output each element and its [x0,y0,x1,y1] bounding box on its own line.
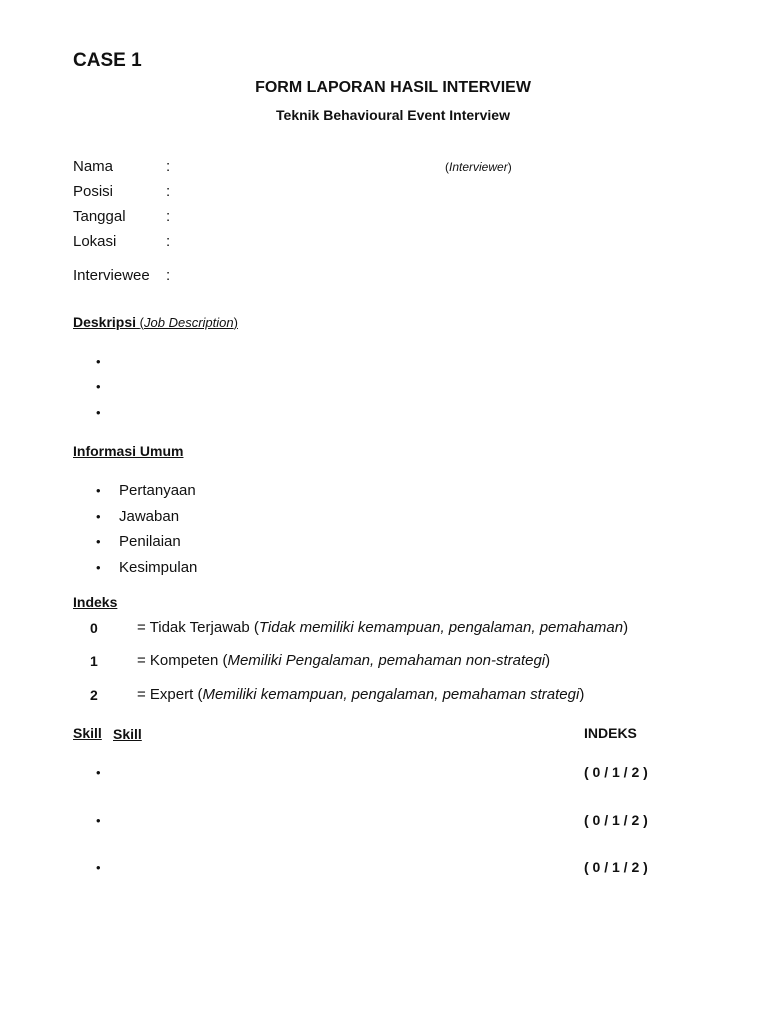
deskripsi-bullet: • [96,379,101,394]
field-colon-lokasi: : [166,233,171,250]
indeks-detail: Memiliki Pengalaman, pemahaman non-strategi [227,652,546,669]
form-title: FORM LAPORAN HASIL INTERVIEW [255,79,531,96]
indeks-number: 2 [90,687,98,703]
field-colon-interviewee: : [166,267,171,284]
job-description-open: ( [139,315,145,330]
interviewer-note [445,160,512,174]
skill-bullet: • [96,765,101,780]
interviewer-open: ( [445,160,449,174]
deskripsi-heading [73,314,238,330]
field-colon-posisi: : [166,183,171,200]
indeks-close: ) [579,686,585,703]
list-bullet: • [96,483,101,498]
skill-heading: Skill [73,725,102,741]
list-bullet: • [96,534,101,549]
indeks-description [137,619,628,636]
form-subtitle: Teknik Behavioural Event Interview [276,107,510,123]
job-description-note [136,315,238,330]
skill-heading: Skill [113,726,142,742]
skill-bullet: • [96,860,101,875]
list-item-pertanyaan: Pertanyaan [119,482,196,499]
field-label-lokasi: Lokasi [73,233,117,250]
deskripsi-bullet: • [96,354,101,369]
indeks-column-heading: INDEKS [584,725,637,741]
field-label-posisi: Posisi [73,183,114,200]
interviewer-close: ) [507,160,512,174]
field-label-tanggal: Tanggal [73,208,126,225]
indeks-label: = Expert ( [137,686,203,703]
informasi-umum-heading: Informasi Umum [73,443,184,459]
list-bullet: • [96,509,101,524]
deskripsi-title: Deskripsi [73,314,137,330]
field-label-interviewee: Interviewee [73,267,150,284]
indeks-number: 1 [90,653,98,669]
interviewer-label: Interviewer [449,160,508,174]
list-item-penilaian: Penilaian [119,533,181,550]
indeks-description [137,652,550,669]
field-colon-nama: : [166,158,171,175]
indeks-detail: Tidak memiliki kemampuan, pengalaman, pemahaman [258,619,624,636]
skill-bullet: • [96,813,101,828]
field-label-nama: Nama [73,158,114,175]
list-bullet: • [96,560,101,575]
indeks-heading: Indeks [73,594,118,610]
indeks-scale: ( 0 / 1 / 2 ) [584,812,648,828]
indeks-scale: ( 0 / 1 / 2 ) [584,764,648,780]
indeks-label: = Tidak Terjawab ( [137,619,259,636]
job-description-close: ) [233,315,238,330]
job-description-label: Job Description [144,315,234,330]
indeks-detail: Memiliki kemampuan, pengalaman, pemahaman strategi [202,686,580,703]
indeks-number: 0 [90,620,98,636]
indeks-description [137,686,584,703]
list-item-kesimpulan: Kesimpulan [119,559,198,576]
indeks-close: ) [623,619,629,636]
case-label: CASE 1 [73,50,142,71]
list-item-jawaban: Jawaban [119,508,180,525]
deskripsi-bullet: • [96,405,101,420]
field-colon-tanggal: : [166,208,171,225]
indeks-label: = Kompeten ( [137,652,228,669]
indeks-scale: ( 0 / 1 / 2 ) [584,859,648,875]
indeks-close: ) [545,652,551,669]
